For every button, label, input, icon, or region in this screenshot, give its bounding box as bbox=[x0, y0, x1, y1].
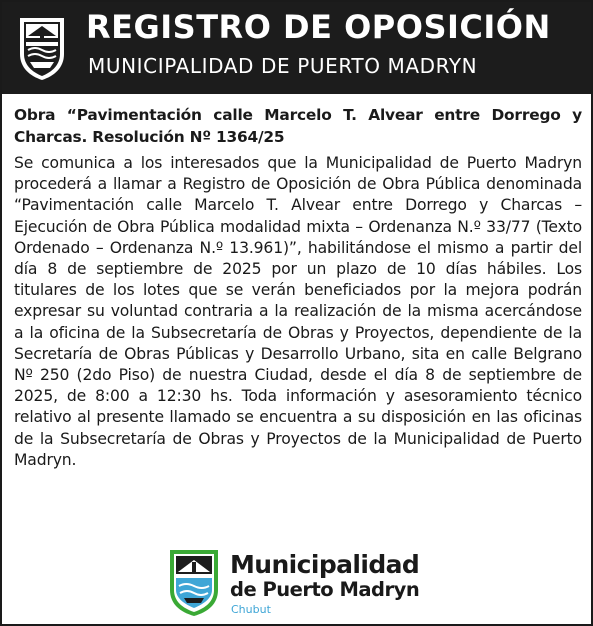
logo-text-puerto-madryn: de Puerto Madryn bbox=[230, 578, 420, 601]
coat-of-arms-icon bbox=[168, 548, 220, 618]
logo-text-municipalidad: Municipalidad bbox=[230, 550, 420, 579]
page-subtitle: MUNICIPALIDAD DE PUERTO MADRYN bbox=[88, 54, 478, 78]
notice-body: Se comunica a los interesados que la Municipalidad de Puerto Madryn procederá a llamar a Registro de Oposición de Obra Pública denominada “Pavimentación calle Marcelo T. Alvear entre Dorrego y Charcas – Ejecución de Obra Pública modalidad mixta – Ordenanza N.º 33/77 (Texto Ordenado – Ordenanza N.º 13.961)”, habilitándose el mismo a partir del día 8 de septiembre de 2025 por un plazo de 10 días hábiles. Los titulares de los lotes que se verán beneficiados por la mejora podrán expresar su voluntad contraria a la realización de la misma acercándose a la oficina de la Subsecretaría de Obras y Proyectos, dependiente de la Secretaría de Obras Públicas y Desarrollo Urbano, sita en calle Belgrano Nº 250 (2do Piso) de nuestra Ciudad, desde el día 8 de septiembre de 2025, de 8:00 a 12:30 hs. Toda información y asesoramiento técnico relativo al presente llamado se encuentra a su disposición en las oficinas de la Subsecretaría de Obras y Proyectos de la Municipalidad de Puerto Madryn. bbox=[14, 154, 582, 469]
coat-of-arms-icon bbox=[16, 14, 68, 82]
notice-heading: Obra “Pavimentación calle Marcelo T. Alvear entre Dorrego y Charcas. Resolución Nº 1364/25 bbox=[14, 106, 582, 146]
header-banner bbox=[2, 2, 591, 94]
logo-text-chubut: Chubut bbox=[231, 603, 271, 616]
page-title: REGISTRO DE OPOSICIÓN bbox=[86, 8, 551, 46]
